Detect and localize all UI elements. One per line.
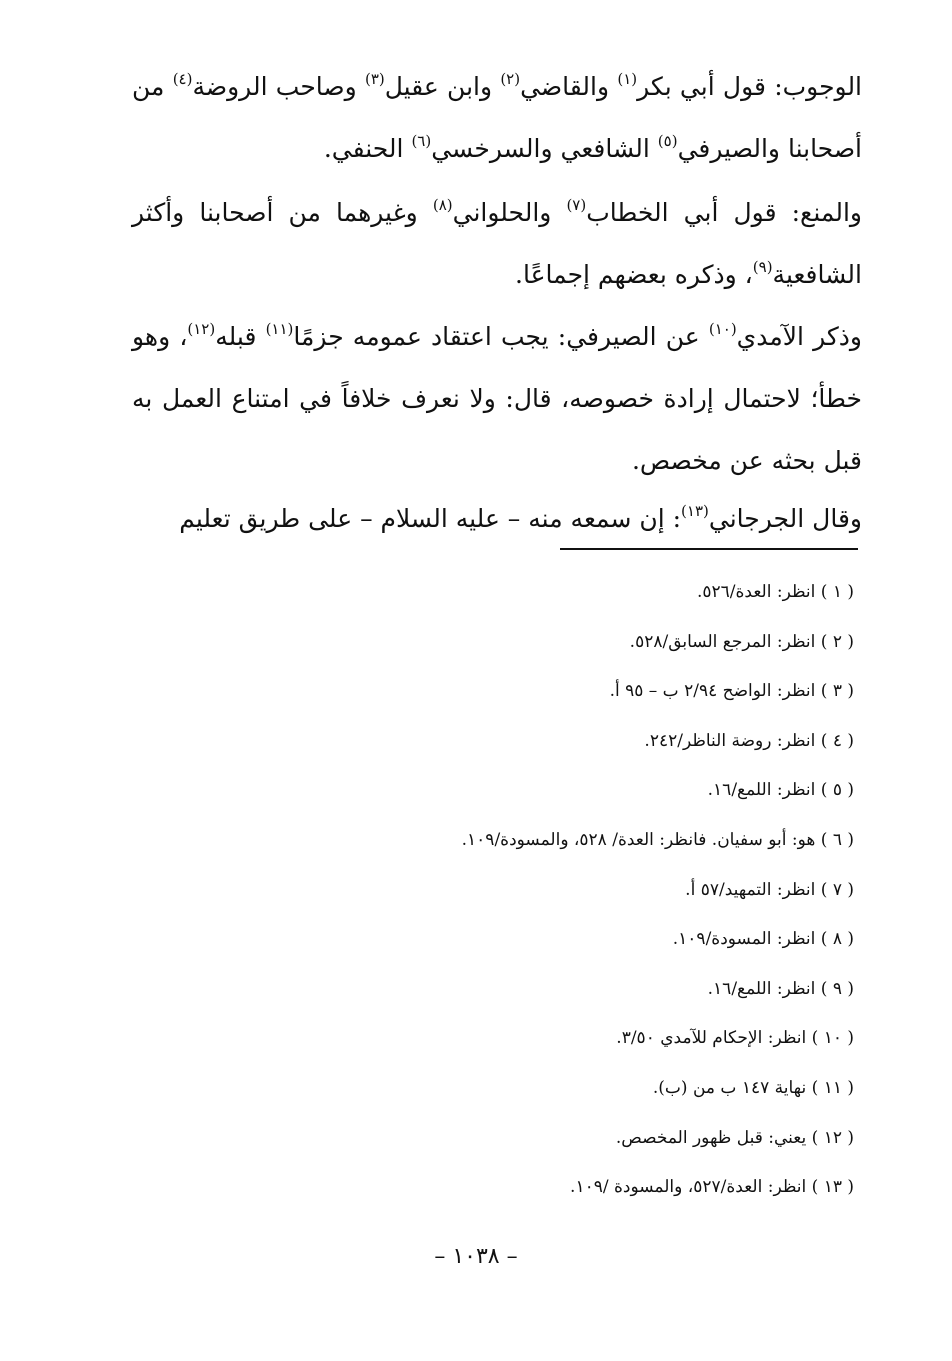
footnote (294, 667, 854, 717)
footnote-number: ( ١٠ ) (811, 1028, 854, 1049)
footnote-text: انظر: المسودة/١٠٩. (672, 929, 821, 950)
body-text: الحنفي. (323, 134, 412, 163)
footnote-marker: (١٠) (708, 320, 737, 338)
footnote-marker: (٣) (364, 70, 385, 88)
footnote-marker: (٥) (657, 132, 678, 150)
body-paragraph-4 (132, 488, 862, 550)
footnote-number: ( ٨ ) (820, 929, 854, 950)
footnote (294, 766, 854, 816)
footnote-text: انظر: اللمع/١٦. (707, 780, 821, 801)
footnote-number: ( ٤ ) (820, 730, 854, 751)
body-text: عن الصيرفي: يجب اعتقاد عمومه جزمًا (293, 322, 709, 351)
footnote (294, 866, 854, 916)
footnotes-list (294, 568, 854, 1213)
footnote-marker: (١١) (265, 320, 294, 338)
page-number: – ١٠٣٨ – (434, 1244, 518, 1269)
footnote (294, 965, 854, 1015)
footnote (294, 1014, 854, 1064)
body-text: ، وذكره بعضهم إجماعًا. (515, 260, 753, 289)
body-paragraph-2 (132, 182, 862, 306)
footnote-marker: (٦) (411, 132, 432, 150)
footnote-number: ( ٣ ) (820, 681, 854, 702)
footnote-number: ( ١١ ) (811, 1077, 854, 1098)
body-text: وابن عقيل (384, 72, 501, 101)
body-text: والحلواني (452, 198, 567, 227)
footnote-text: انظر: روضة الناظر/٢٤٢. (644, 730, 821, 751)
footnote (294, 618, 854, 668)
body-text: والقاضي (520, 72, 618, 101)
footnote-marker: (٨) (432, 196, 453, 214)
body-paragraph-1 (132, 56, 862, 180)
footnote (294, 1163, 854, 1213)
footnote-marker: (٧) (566, 196, 587, 214)
body-text: وصاحب الروضة (192, 72, 365, 101)
footnote (294, 915, 854, 965)
footnote-text: هو: أبو سفيان. فانظر: العدة/ ٥٢٨، والمسودة/١٠٩. (461, 829, 821, 850)
footnote (294, 816, 854, 866)
footnote (294, 717, 854, 767)
footnote-marker: (٩) (752, 258, 773, 276)
footnote (294, 1114, 854, 1164)
footnote (294, 568, 854, 618)
footnote-number: ( ١ ) (820, 582, 854, 602)
footnote (294, 1064, 854, 1114)
footnote-marker: (١) (617, 70, 638, 88)
footnote-separator-rule (560, 548, 858, 550)
footnote-marker: (١٢) (187, 320, 216, 338)
footnote-number: ( ٢ ) (820, 631, 854, 652)
footnote-marker: (٢) (500, 70, 521, 88)
footnote-number: ( ٦ ) (820, 829, 854, 850)
footnote-text: انظر: العدة/٥٢٦. (696, 582, 821, 602)
footnote-text: انظر: العدة/٥٢٧، والمسودة /١٠٩. (570, 1177, 812, 1198)
footnote-marker: (١٣) (681, 502, 709, 520)
body-text: الشافعي والسرخسي (431, 134, 658, 163)
body-text: : إن سمعه منه – عليه السلام – على طريق تعليم (179, 504, 682, 533)
body-text: والمنع: قول أبي الخطاب (586, 198, 862, 227)
footnote-text: انظر: التمهيد/٥٧ أ. (685, 879, 821, 900)
footnote-number: ( ١٣ ) (811, 1177, 854, 1198)
footnote-text: انظر: اللمع/١٦. (707, 978, 821, 999)
body-text: من أصحابنا والصيرفي (132, 72, 862, 163)
footnote-number: ( ٩ ) (820, 978, 854, 999)
footnote-number: ( ٥ ) (820, 780, 854, 801)
body-text: ، وهو خطأ؛ لاحتمال إرادة خصوصه، قال: ولا نعرف خلافاً في امتناع العمل به قبل بحثه عن مخصص. (132, 322, 862, 475)
footnote-number: ( ٧ ) (820, 879, 854, 900)
body-text: قبله (215, 322, 266, 351)
footnote-text: نهاية ١٤٧ ب من (ب). (652, 1077, 812, 1098)
body-text: وغيرهما من أصحابنا وأكثر الشافعية (132, 198, 862, 289)
body-text: وقال الجرجاني (708, 504, 862, 533)
footnote-text: انظر: الإحكام للآمدي ٣/٥٠. (616, 1028, 812, 1049)
footnote-text: انظر: الواضح ٢/٩٤ ب – ٩٥ أ. (609, 681, 821, 702)
footnote-text: يعني: قبل ظهور المخصص. (615, 1127, 812, 1148)
body-paragraph-3 (132, 306, 862, 492)
body-text: وذكر الآمدي (736, 322, 863, 351)
body-text: الوجوب: قول أبي بكر (637, 72, 863, 101)
footnote-number: ( ١٢ ) (811, 1127, 854, 1148)
footnote-text: انظر: المرجع السابق/٥٢٨. (629, 631, 821, 652)
footnote-marker: (٤) (172, 70, 193, 88)
